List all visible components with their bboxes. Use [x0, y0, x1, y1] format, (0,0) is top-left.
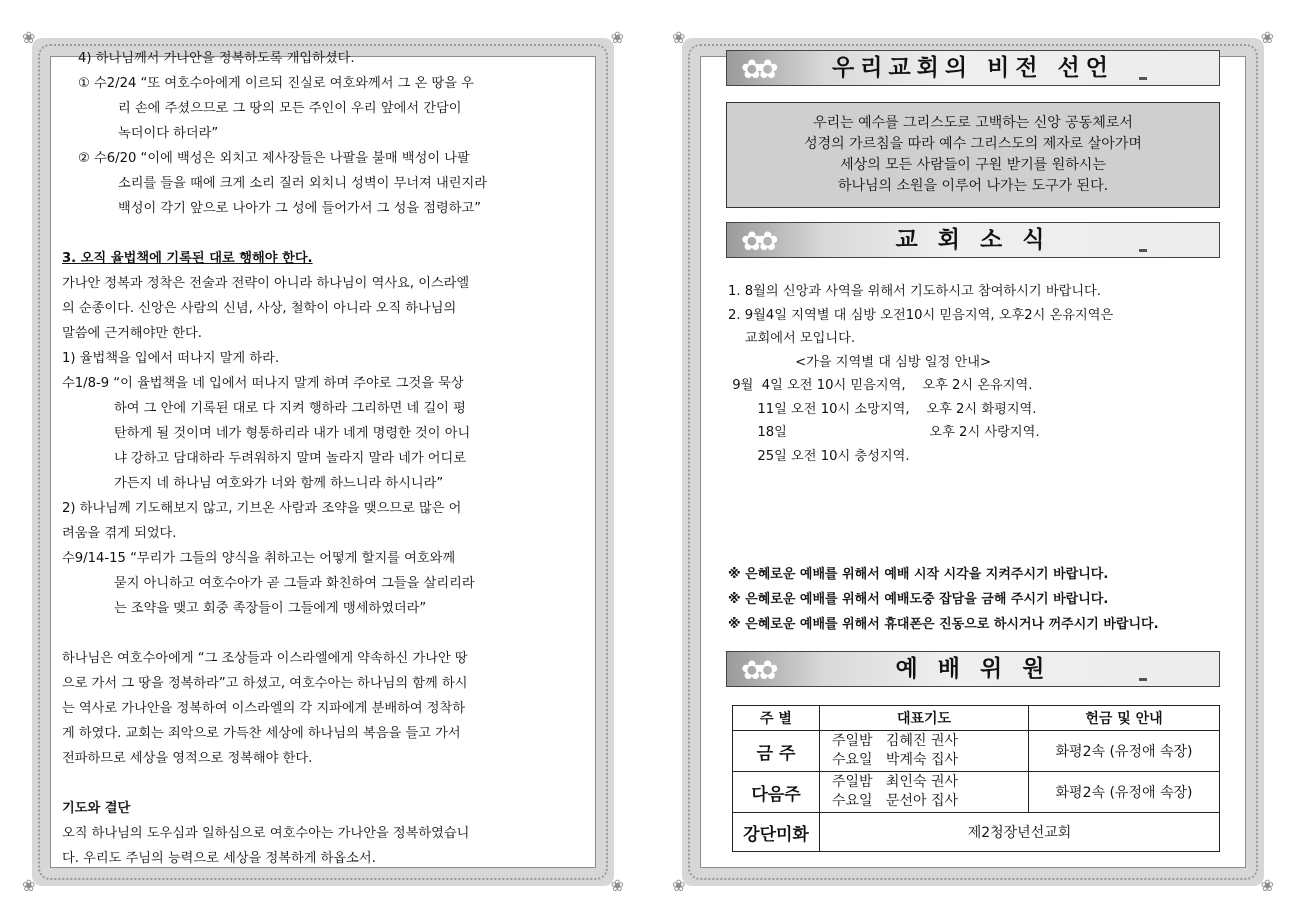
text-line: 가든지 네 하나님 여호와가 너와 함께 하느니라 하시니라” — [114, 476, 444, 491]
text-line: ① 수2/24 “또 여호수아에게 이르되 진실로 여호와께서 그 온 땅을 우 — [78, 76, 474, 91]
paragraph-gap — [62, 771, 594, 796]
text-line: 수1/8-9 “이 율법책을 네 입에서 떠나지 말게 하며 주야로 그것을 묵상 — [62, 376, 464, 391]
left-page — [22, 28, 624, 895]
vision-line: 세상의 모든 사람들이 구원 받기를 원하시는 — [840, 157, 1106, 173]
text-line: 백성이 각기 앞으로 나아가 그 성에 들어가서 그 성을 점령하고” — [118, 201, 482, 216]
altar-flower-label: 강단미화 — [733, 813, 820, 852]
text-line: 수9/14-15 “무리가 그들의 양식을 취하고는 어떻게 할지를 여호와께 — [62, 551, 456, 566]
text-line: 2) 하나님께 기도해보지 않고, 기브온 사람과 조약을 맺으므로 많은 어 — [62, 501, 462, 516]
text-line: 하나님은 여호수아에게 “그 조상들과 이스라엘에게 약속하신 가나안 땅 — [62, 651, 468, 666]
corner-flower-icon: ❀ — [22, 876, 36, 895]
corner-flower-icon: ❀ — [672, 876, 686, 895]
altar-flower-value: 제2청장년선교회 — [820, 813, 1220, 852]
news-line: <가을 지역별 대 심방 일정 안내> — [728, 354, 991, 370]
corner-flower-icon: ❀ — [1260, 28, 1274, 47]
right-page — [672, 28, 1274, 895]
table-header: 주 별 — [733, 706, 820, 731]
prayer-line: 수요일 박계숙 집사 — [832, 752, 958, 768]
prayer-line: 주일밤 김혜진 권사 — [832, 733, 958, 749]
text-line: 다. 우리도 주님의 능력으로 세상을 정복하게 하옵소서. — [62, 851, 376, 866]
text-line: 탄하게 될 것이며 네가 형통하리라 내가 네게 명령한 것이 아니 — [114, 426, 471, 441]
daisy-icon: ✿✿ — [741, 656, 773, 686]
text-line: 3. 오직 율법책에 기록된 대로 행해야 한다. — [62, 251, 313, 266]
daisy-icon: ✿✿ — [741, 227, 773, 257]
text-line: 리 손에 주셨으므로 그 땅의 모든 주인이 우리 앞에서 간담이 — [118, 101, 462, 116]
vision-statement — [726, 102, 1220, 208]
worship-title: 예 배 위 원 — [895, 656, 1051, 682]
text-line: 려움을 겪게 되었다. — [62, 526, 177, 541]
table-row — [733, 731, 1220, 772]
text-line: 묻지 아니하고 여호수아가 곧 그들과 화친하여 그들을 살리리라 — [114, 576, 475, 591]
paragraph-gap — [62, 621, 594, 646]
offering-cell: 화평2속 (유정애 속장) — [1029, 772, 1220, 813]
news-line: 교회에서 모입니다. — [728, 331, 856, 346]
news-line: 1. 8월의 신앙과 사역을 위해서 기도하시고 참여하시기 바랍니다. — [728, 284, 1101, 299]
vision-line: 우리는 예수를 그리스도로 고백하는 신앙 공동체로서 — [813, 115, 1133, 131]
banner-dash — [1139, 249, 1147, 252]
table-row — [733, 813, 1220, 852]
news-line: 11일 오전 10시 소망지역, 오후 2시 화평지역. — [728, 401, 1037, 417]
prayer-line: 수요일 문선아 집사 — [832, 793, 958, 809]
vision-title: 우리교회의 비전 선언 — [832, 55, 1114, 81]
worship-committee-table — [732, 705, 1220, 852]
prayer-cell — [820, 731, 1029, 772]
news-title: 교 회 소 식 — [895, 227, 1051, 253]
text-line: 오직 하나님의 도우심과 일하심으로 여호수아는 가나안을 정복하였습니 — [62, 826, 470, 841]
news-line: 25일 오전 10시 충성지역. — [728, 448, 910, 464]
text-line: 기도와 결단 — [62, 801, 131, 816]
news-banner — [726, 222, 1220, 258]
vision-line: 하나님의 소원을 이루어 나가는 도구가 된다. — [837, 178, 1109, 194]
text-line: 의 순종이다. 신앙은 사람의 신념, 사상, 철학이 아니라 오직 하나님의 — [62, 301, 457, 316]
text-line: 하여 그 안에 기록된 대로 다 지켜 행하라 그리하면 네 길이 평 — [114, 401, 466, 416]
corner-flower-icon: ❀ — [22, 28, 36, 47]
notice-line: ※ 은혜로운 예배를 위해서 예배도중 잡담을 금해 주시기 바랍니다. — [728, 592, 1109, 607]
text-line: 가나안 정복과 정착은 전술과 전략이 아니라 하나님이 역사요, 이스라엘 — [62, 276, 470, 291]
week-label: 금 주 — [733, 731, 820, 772]
banner-dash — [1139, 77, 1147, 80]
text-line: 는 역사로 가나안을 정복하여 이스라엘의 각 지파에게 분배하여 정착하 — [62, 701, 465, 716]
text-line: 4) 하나님께서 가나안을 정복하도록 개입하셨다. — [78, 51, 355, 66]
banner-dash — [1139, 678, 1147, 681]
church-news — [728, 280, 1228, 468]
daisy-icon: ✿✿ — [741, 55, 773, 85]
corner-flower-icon: ❀ — [672, 28, 686, 47]
text-line: 게 하였다. 교회는 죄악으로 가득찬 세상에 하나님의 복음을 들고 가서 — [62, 726, 461, 741]
text-line: 으로 가서 그 땅을 정복하라”고 하셨고, 여호수아는 하나님의 함께 하시 — [62, 676, 468, 691]
notice-line: ※ 은혜로운 예배를 위해서 휴대폰은 진동으로 하시거나 꺼주시기 바랍니다. — [728, 617, 1159, 632]
prayer-cell — [820, 772, 1029, 813]
week-label: 다음주 — [733, 772, 820, 813]
table-row — [733, 772, 1220, 813]
paragraph-gap — [62, 221, 594, 246]
text-line: 말씀에 근거해야만 한다. — [62, 326, 202, 341]
worship-notices — [728, 562, 1238, 637]
sermon-text — [62, 46, 594, 871]
corner-flower-icon: ❀ — [610, 28, 624, 47]
prayer-line: 주일밤 최인숙 권사 — [832, 774, 958, 790]
news-line: 9월 4일 오전 10시 믿음지역, 오후 2시 온유지역. — [728, 378, 1033, 393]
corner-flower-icon: ❀ — [1260, 876, 1274, 895]
table-header: 헌금 및 안내 — [1029, 706, 1220, 731]
news-line: 18일 오후 2시 사랑지역. — [728, 425, 1040, 440]
vision-line: 성경의 가르침을 따라 예수 그리스도의 제자로 살아가며 — [804, 136, 1142, 152]
text-line: 는 조약을 맺고 회중 족장들이 그들에게 맹세하였더라” — [114, 601, 427, 616]
text-line: 녹더이다 하더라” — [118, 126, 219, 141]
table-header: 대표기도 — [820, 706, 1029, 731]
corner-flower-icon: ❀ — [610, 876, 624, 895]
text-line: 소리를 들을 때에 크게 소리 질러 외치니 성벽이 무너져 내린지라 — [118, 176, 487, 191]
vision-banner — [726, 50, 1220, 86]
news-line: 2. 9월4일 지역별 대 심방 오전10시 믿음지역, 오후2시 온유지역은 — [728, 307, 1114, 323]
text-line: ② 수6/20 “이에 백성은 외치고 제사장들은 나팔을 불매 백성이 나팔 — [78, 151, 470, 166]
text-line: 전파하므로 세상을 영적으로 정복해야 한다. — [62, 751, 313, 766]
offering-cell: 화평2속 (유정애 속장) — [1029, 731, 1220, 772]
table-header-row — [733, 706, 1220, 731]
worship-banner — [726, 651, 1220, 687]
notice-line: ※ 은혜로운 예배를 위해서 예배 시작 시각을 지켜주시기 바랍니다. — [728, 567, 1109, 582]
text-line: 1) 율법책을 입에서 떠나지 말게 하라. — [62, 351, 280, 366]
text-line: 냐 강하고 담대하라 두려워하지 말며 놀라지 말라 네가 어디로 — [114, 451, 467, 466]
